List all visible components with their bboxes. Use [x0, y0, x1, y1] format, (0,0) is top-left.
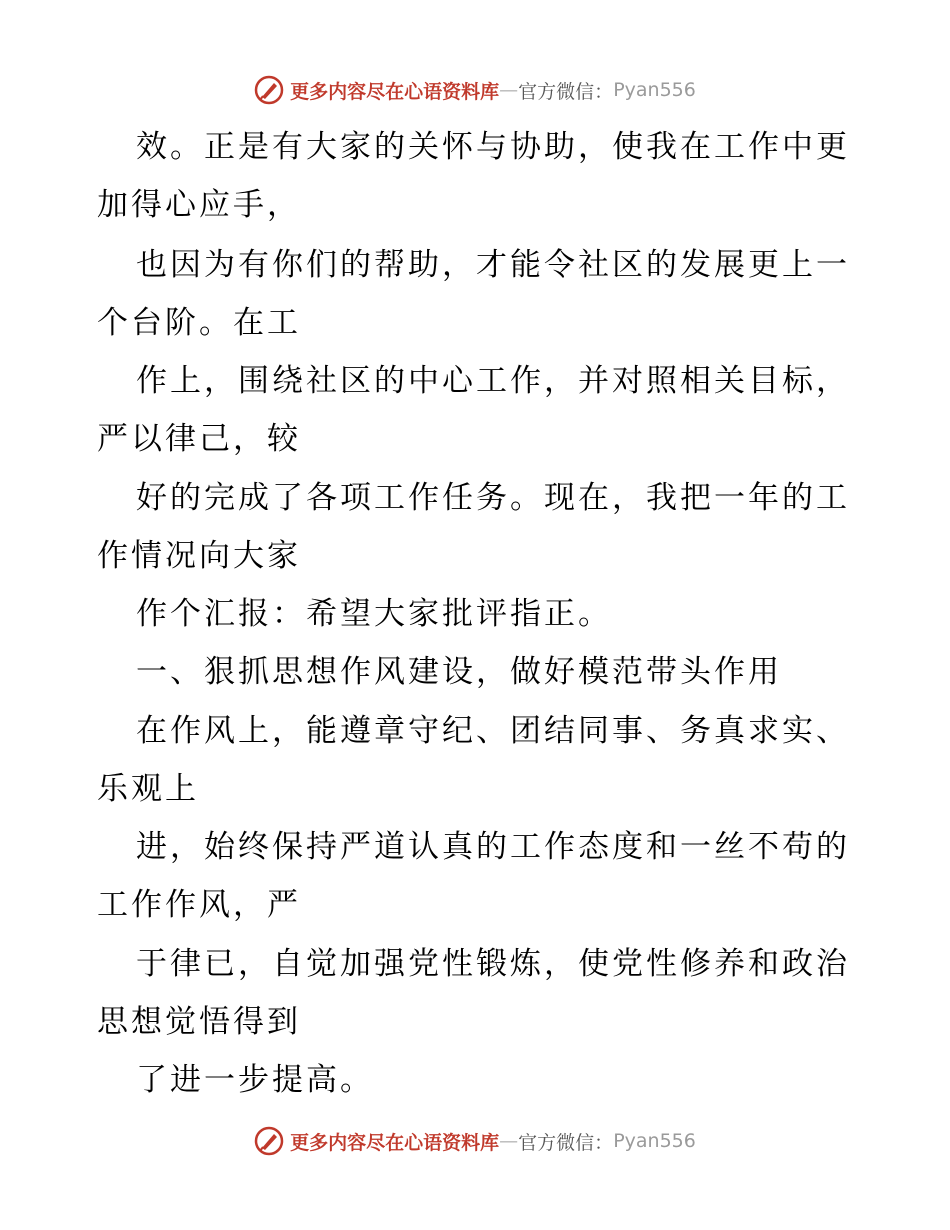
paragraph-line: 效。正是有大家的关怀与协助，使我在工作中更	[136, 129, 850, 165]
paragraph-line: 思想觉悟得到	[97, 1004, 301, 1040]
banner-wechat-id: Pyan556	[613, 1130, 696, 1152]
paragraph-line: 了进一步提高。	[136, 1062, 374, 1098]
banner-wechat-id: Pyan556	[613, 79, 696, 101]
banner-wechat-label: 官方微信：	[518, 80, 614, 103]
paragraph-line: 作上，围绕社区的中心工作，并对照相关目标，	[136, 363, 850, 399]
paragraph-line: 个台阶。在工	[97, 305, 301, 341]
paragraph-line: 进，始终保持严道认真的工作态度和一丝不苟的	[136, 829, 850, 865]
paragraph-line: 作个汇报：希望大家批评指正。	[136, 596, 612, 632]
paragraph-line: 工作作风，严	[97, 887, 301, 923]
paragraph-line: 加得心应手，	[97, 187, 301, 223]
paragraph-line: 严以律己，较	[97, 421, 301, 457]
banner-dash: —	[499, 1130, 519, 1152]
section-heading: 一、狠抓思想作风建设，做好模范带头作用	[136, 654, 782, 690]
banner-wechat-label: 官方微信：	[518, 1131, 614, 1154]
quill-pen-logo-icon	[254, 1126, 284, 1156]
banner-main-text: 更多内容尽在心语资料库	[290, 80, 500, 103]
quill-pen-logo-icon	[254, 75, 284, 105]
banner-main-text: 更多内容尽在心语资料库	[290, 1131, 500, 1154]
paragraph-line: 于律已，自觉加强党性锻炼，使党性修养和政治	[136, 946, 850, 982]
paragraph-line: 也因为有你们的帮助，才能令社区的发展更上一	[136, 247, 850, 283]
paragraph-line: 作情况向大家	[97, 538, 301, 574]
header-watermark-banner	[0, 70, 950, 110]
banner-dash: —	[499, 79, 519, 101]
paragraph-line: 在作风上，能遵章守纪、团结同事、务真求实、	[136, 713, 850, 749]
footer-watermark-banner	[0, 1121, 950, 1161]
paragraph-line: 好的完成了各项工作任务。现在，我把一年的工	[136, 480, 850, 516]
paragraph-line: 乐观上	[97, 771, 199, 807]
